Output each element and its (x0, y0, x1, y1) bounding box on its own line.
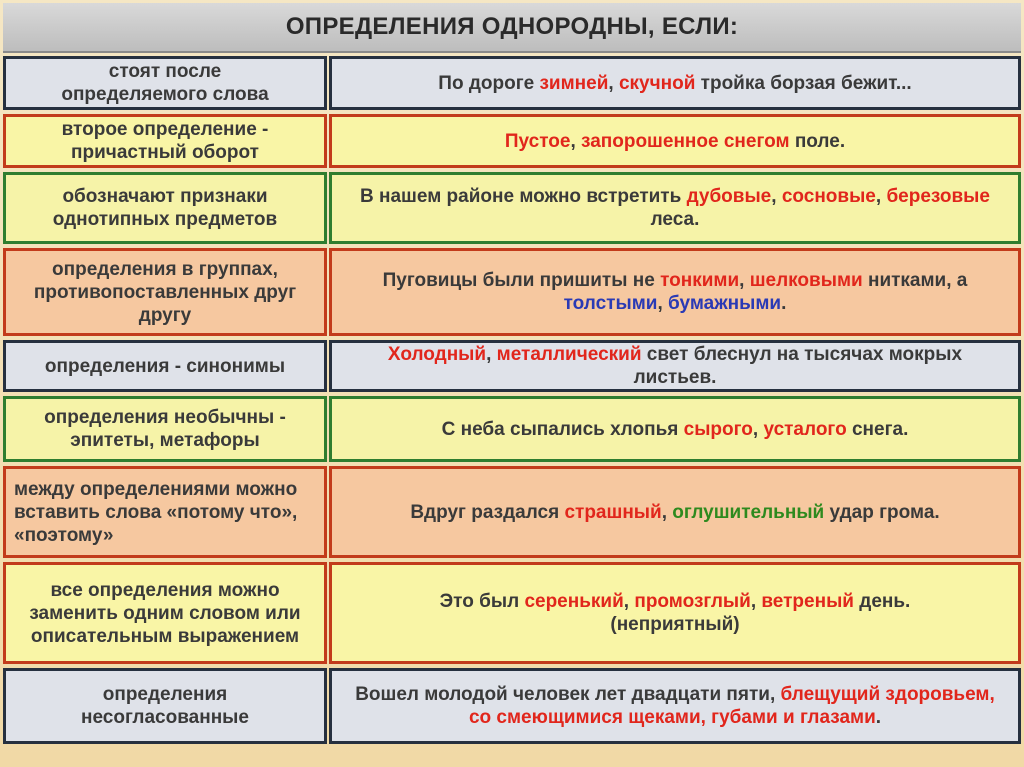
rule-cell (3, 172, 327, 244)
example-cell (329, 340, 1021, 392)
example-cell (329, 562, 1021, 664)
example-highlight: ветреный (761, 591, 854, 612)
example-cell (329, 466, 1021, 558)
table-row (3, 248, 1021, 336)
example-highlight: бумажными (668, 293, 782, 314)
example-text: Пуговицы были пришиты не (382, 270, 661, 291)
example-highlight: блещущий здоровьем, со смеющимися щеками, губами и глазами (468, 684, 995, 728)
example-text: удар грома. (824, 501, 940, 523)
example-text: , (752, 418, 764, 440)
example-text: , (623, 591, 635, 612)
table-row (3, 340, 1021, 392)
example-cell (329, 248, 1021, 336)
rule-cell (3, 340, 327, 392)
rule-text: определения - синонимы (44, 355, 286, 377)
rule-text: определения в группах, противопоставленных друг другу (33, 258, 297, 326)
table-row (3, 562, 1021, 664)
example-highlight: сырого (683, 418, 753, 440)
example-text: Это был (439, 591, 525, 612)
example-text: свет блеснул на тысячах мокрых листьев. (633, 344, 963, 388)
example-cell (329, 172, 1021, 244)
rule-cell (3, 668, 327, 744)
page-title: ОПРЕДЕЛЕНИЯ ОДНОРОДНЫ, ЕСЛИ: (285, 13, 739, 40)
example-text: , (486, 344, 497, 365)
example-highlight: березовые (886, 186, 990, 207)
example-cell (329, 396, 1021, 462)
example-text: , (570, 130, 581, 152)
table-row (3, 396, 1021, 462)
example-text: тройка борзая бежит... (695, 72, 912, 94)
table-row (3, 668, 1021, 744)
example-cell (329, 56, 1021, 110)
example-text: нитками, а (862, 270, 968, 291)
example-highlight: зимней (539, 72, 609, 94)
rule-text: второе определение - причастный оборот (61, 119, 269, 163)
example-highlight: страшный (564, 501, 662, 523)
table-row (3, 466, 1021, 558)
example-text: , (875, 186, 887, 207)
example-highlight: Холодный (387, 344, 487, 365)
table-row (3, 56, 1021, 110)
rule-text: между определениями можно вставить слова «потому что», «поэтому» (14, 478, 298, 546)
rule-cell (3, 114, 327, 168)
example-text: , (771, 186, 782, 207)
example-text: Вошел молодой человек лет двадцати пяти, (355, 684, 781, 705)
example-text: , (661, 501, 673, 523)
example-text: , (608, 72, 619, 94)
table-row (3, 172, 1021, 244)
example-highlight: оглушительный (672, 501, 825, 523)
example-text: леса. (650, 209, 700, 230)
rule-cell (3, 248, 327, 336)
rule-cell (3, 56, 327, 110)
example-text: , (739, 270, 750, 291)
example-highlight: дубовые (686, 186, 772, 207)
example-highlight: усталого (763, 418, 847, 440)
example-text: Вдруг раздался (410, 501, 565, 523)
example-text: По дороге (438, 72, 540, 94)
rule-cell (3, 562, 327, 664)
example-highlight: сосновые (781, 186, 876, 207)
example-cell (329, 668, 1021, 744)
rule-cell (3, 466, 327, 558)
example-highlight: металлический (496, 344, 642, 365)
rule-text: определения несогласованные (81, 684, 249, 728)
table-row (3, 114, 1021, 168)
example-text: день. (неприятный) (610, 591, 911, 635)
example-highlight: шелковыми (749, 270, 863, 291)
example-text: , (750, 591, 762, 612)
example-highlight: серенький (524, 591, 624, 612)
example-text: . (781, 293, 787, 314)
rule-cell (3, 396, 327, 462)
example-highlight: запорошенное снегом (581, 130, 790, 152)
example-highlight: тонкими (660, 270, 740, 291)
example-highlight: Пустое (504, 130, 571, 152)
rule-text: определения необычны - эпитеты, метафоры (44, 407, 286, 451)
example-highlight: скучной (618, 72, 696, 94)
example-text: С неба сыпались хлопья (441, 418, 684, 440)
example-text: В нашем районе можно встретить (360, 186, 687, 207)
example-highlight: промозглый (634, 591, 751, 612)
example-text: , (657, 293, 669, 314)
rule-text: все определения можно заменить одним словом или описательным выражением (29, 579, 301, 647)
example-text: . (875, 707, 882, 728)
rule-text: обозначают признаки однотипных предметов (52, 186, 278, 230)
example-highlight: толстыми (563, 293, 658, 314)
title-bar (3, 3, 1021, 53)
example-cell (329, 114, 1021, 168)
example-text: снега. (846, 418, 909, 440)
rule-text: стоят после определяемого слова (61, 61, 269, 105)
example-text: поле. (789, 130, 846, 152)
